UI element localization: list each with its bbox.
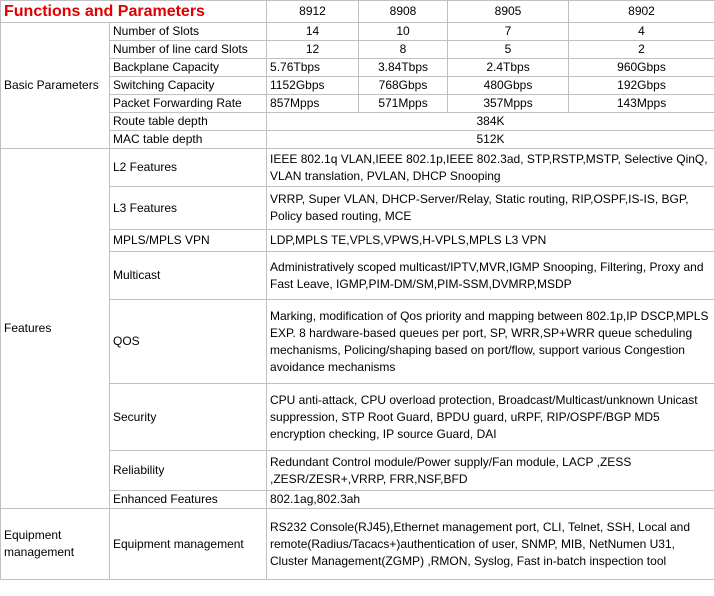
row-label: L3 Features	[110, 187, 267, 230]
row-label: Reliability	[110, 451, 267, 491]
cell-value: Redundant Control module/Power supply/Fan module, LACP ,ZESS ,ZESR/ZESR+,VRRP, FRR,NSF,BFD	[267, 451, 714, 491]
table-row	[1, 509, 714, 580]
cell-value: Administratively scoped multicast/IPTV,MVR,IGMP Snooping, Filtering, Proxy and Fast Leave, IGMP,PIM-DM/SM,PIM-SSM,DVMRP,MSDP	[267, 252, 714, 300]
table-row	[1, 149, 714, 187]
row-label: Enhanced Features	[110, 491, 267, 509]
cell-value: 12	[267, 41, 359, 59]
model-header-8912: 8912	[267, 1, 359, 23]
row-label: QOS	[110, 300, 267, 384]
cell-value: 768Gbps	[359, 77, 448, 95]
page-title: Functions and Parameters	[1, 1, 267, 23]
cell-value: 857Mpps	[267, 95, 359, 113]
row-label: MPLS/MPLS VPN	[110, 230, 267, 252]
model-header-8908: 8908	[359, 1, 448, 23]
row-label: Packet Forwarding Rate	[110, 95, 267, 113]
cell-value: 5.76Tbps	[267, 59, 359, 77]
cell-value: CPU anti-attack, CPU overload protection, Broadcast/Multicast/unknown Unicast suppression, STP Root Guard, BPDU guard, uRPF, RIP/OSPF/BGP MD5 encryption checking, IP source Guard, DAI	[267, 384, 714, 451]
cell-value: 960Gbps	[569, 59, 714, 77]
row-label: Backplane Capacity	[110, 59, 267, 77]
cell-value: 2.4Tbps	[448, 59, 569, 77]
cell-value: RS232 Console(RJ45),Ethernet management port, CLI, Telnet, SSH, Local and remote(Radius/Tacacs+)authentication of user, SNMP, MIB, NetNumen U31, Cluster Management(ZGMP) ,RMON, Syslog, Fast in-batch inspection tool	[267, 509, 714, 580]
cell-value: 802.1ag,802.3ah	[267, 491, 714, 509]
model-header-8905: 8905	[448, 1, 569, 23]
header-row	[1, 1, 714, 23]
cell-value: 1152Gbps	[267, 77, 359, 95]
table-row	[1, 23, 714, 41]
cell-value: 4	[569, 23, 714, 41]
cell-value: 3.84Tbps	[359, 59, 448, 77]
cell-value: 7	[448, 23, 569, 41]
cell-value: Marking, modification of Qos priority and mapping between 802.1p,IP DSCP,MPLS EXP. 8 hardware-based queues per port, SP, WRR,SP+WRR queue scheduling mechanisms, Policing/shaping based on port/flow, support various Congestion avoidance mechanisms	[267, 300, 714, 384]
cell-value: 571Mpps	[359, 95, 448, 113]
cell-value: 2	[569, 41, 714, 59]
cell-value: VRRP, Super VLAN, DHCP-Server/Relay, Static routing, RIP,OSPF,IS-IS, BGP, Policy based routing, MCE	[267, 187, 714, 230]
cell-value: 8	[359, 41, 448, 59]
cell-value: LDP,MPLS TE,VPLS,VPWS,H-VPLS,MPLS L3 VPN	[267, 230, 714, 252]
group-label-features: Features	[1, 149, 110, 509]
model-header-8902: 8902	[569, 1, 714, 23]
row-label: Multicast	[110, 252, 267, 300]
row-label: Security	[110, 384, 267, 451]
row-label: Switching Capacity	[110, 77, 267, 95]
cell-value: 10	[359, 23, 448, 41]
cell-value: 192Gbps	[569, 77, 714, 95]
cell-value: 480Gbps	[448, 77, 569, 95]
group-label-basic: Basic Parameters	[1, 23, 110, 149]
cell-value: 143Mpps	[569, 95, 714, 113]
cell-value: IEEE 802.1q VLAN,IEEE 802.1p,IEEE 802.3ad, STP,RSTP,MSTP, Selective QinQ, VLAN translation, PVLAN, DHCP Snooping	[267, 149, 714, 187]
cell-value: 5	[448, 41, 569, 59]
cell-value: 357Mpps	[448, 95, 569, 113]
row-label: Route table depth	[110, 113, 267, 131]
row-label: Number of Slots	[110, 23, 267, 41]
cell-value: 14	[267, 23, 359, 41]
row-label: L2 Features	[110, 149, 267, 187]
row-label: Equipment management	[110, 509, 267, 580]
row-label: Number of line card Slots	[110, 41, 267, 59]
cell-value: 512K	[267, 131, 714, 149]
row-label: MAC table depth	[110, 131, 267, 149]
cell-value: 384K	[267, 113, 714, 131]
group-label-equipment: Equipment management	[1, 509, 110, 580]
